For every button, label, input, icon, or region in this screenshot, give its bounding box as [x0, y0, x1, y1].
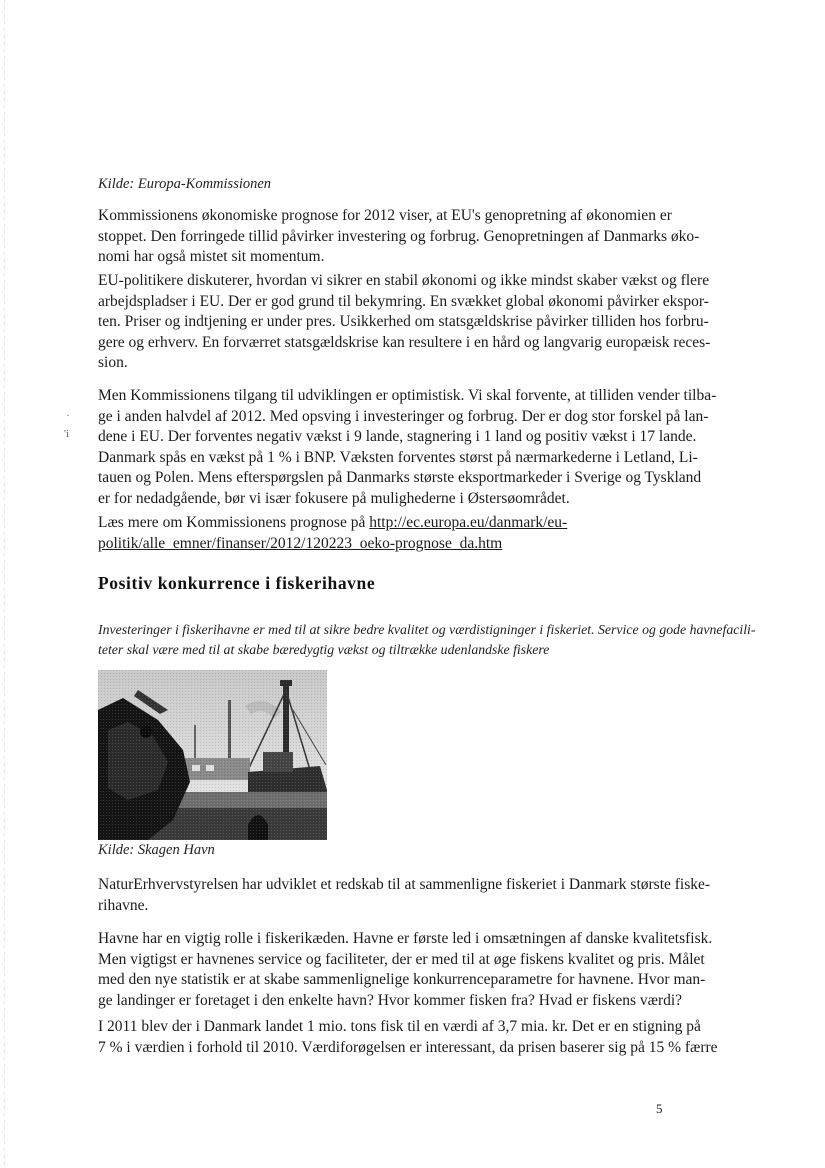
paragraph-eu-politicians: [98, 271, 734, 374]
photo-caption: Kilde: Skagen Havn: [98, 842, 215, 858]
source-caption-eu: Kilde: Europa-Kommissionen: [98, 176, 272, 192]
paragraph-naturerhverv: [98, 875, 734, 916]
page-number: 5: [656, 1101, 663, 1116]
paragraph-harbour-role: [98, 929, 734, 1011]
paragraph-commission-outlook: [98, 386, 734, 509]
paragraph-landings-2011: [98, 1017, 734, 1058]
section-lead: [98, 620, 756, 660]
text-line: Men Kommissionens tilgang til udviklingen er optimistisk. Vi skal forvente, at tilliden vender tilba-: [98, 387, 717, 404]
text-line: dene i EU. Der forventes negativ vækst i 9 lande, stagnering i 1 land og positiv vækst i 17 lande.: [98, 428, 697, 445]
prognose-link-part-2[interactable]: politik/alle_emner/finanser/2012/120223_oeko-prognose_da.htm: [98, 534, 503, 552]
text-line: ge landinger er foretaget i den enkelte havn? Hvor kommer fisken fra? Hvad er fiskens værdi?: [98, 991, 683, 1009]
text-line: er for nedadgående, bør vi især fokusere på mulighederne i Østersøområdet.: [98, 489, 570, 507]
scan-speck: ·: [66, 410, 70, 422]
text-line: arbejdspladser i EU. Der er god grund til bekymring. En svækket global økonomi påvirker ekspor-: [98, 292, 709, 310]
text-line: NaturErhvervstyrelsen har udviklet et redskab til at sammenligne fiskeriet i Danmark største fiske-: [98, 876, 711, 893]
text-line: ten. Priser og indtjening er under pres. Usikkerhed om statsgældskrise påvirker tilliden hos forbru-: [98, 313, 709, 330]
text-line: [98, 513, 734, 534]
text-line: Men vigtigst er havnenes service og faciliteter, der er med til at øge fiskens kvalitet og pris. Målet: [98, 950, 705, 968]
text-line: med den nye statistik er at skabe sammenlignelige konkurrenceparametre for havnene. Hvor man-: [98, 971, 706, 988]
section-heading: Positiv konkurrence i fiskerihavne: [98, 573, 376, 593]
paragraph-forecast: [98, 206, 734, 268]
paragraph-read-more: [98, 513, 734, 554]
text-line: [98, 534, 734, 555]
text-line: nomi har også mistet sit momentum.: [98, 248, 325, 265]
text-line: EU-politikere diskuterer, hvordan vi sikrer en stabil økonomi og ikke mindst skaber vækst og flere: [98, 272, 710, 289]
lead-line: Investeringer i fiskerihavne er med til at sikre bedre kvalitet og værdistigninger i fiskeriet. Service og gode havnefacili-: [98, 622, 756, 637]
text-line: I 2011 blev der i Danmark landet 1 mio. tons fisk til en værdi af 3,7 mia. kr. Det er en stigning på: [98, 1018, 701, 1035]
read-more-text: Læs mere om Kommissionens prognose på: [98, 514, 370, 531]
lead-line: teter skal være med til at skabe bæredygtig vækst og tiltrække udenlandske fiskere: [98, 642, 550, 657]
text-line: Danmark spås en vækst på 1 % i BNP. Væksten forventes størst på nærmarkederne i Letland, Li-: [98, 448, 698, 466]
scan-speck: 'i: [64, 428, 70, 440]
text-line: stoppet. Den forringede tillid påvirker investering og forbrug. Genopretningen af Danmarks øko-: [98, 227, 700, 245]
scan-edge-line: [4, 0, 5, 1168]
prognose-link-part-1[interactable]: http://ec.europa.eu/danmark/eu-: [369, 514, 568, 531]
text-line: Kommissionens økonomiske prognose for 2012 viser, at EU's genopretning af økonomien er: [98, 207, 672, 224]
text-line: sion.: [98, 354, 128, 371]
text-line: tauen og Polen. Mens efterspørgslen på Danmarks største eksportmarkeder i Sverige og Tyskland: [98, 469, 702, 486]
text-line: gere og erhverv. En forværret statsgældskrise kan resultere i en hård og langvarig europæisk reces-: [98, 333, 711, 351]
text-line: rihavne.: [98, 896, 149, 914]
harbour-photo: [98, 670, 327, 840]
text-line: ge i anden halvdel af 2012. Med opsving i investeringer og forbrug. Der er dog stor forskel på lan-: [98, 407, 709, 425]
text-line: 7 % i værdien i forhold til 2010. Værdiforøgelsen er interessant, da prisen baserer sig på 15 % færre: [98, 1038, 718, 1056]
text-line: Havne har en vigtig rolle i fiskerikæden. Havne er første led i omsætningen af danske kvalitetsfisk.: [98, 930, 713, 947]
